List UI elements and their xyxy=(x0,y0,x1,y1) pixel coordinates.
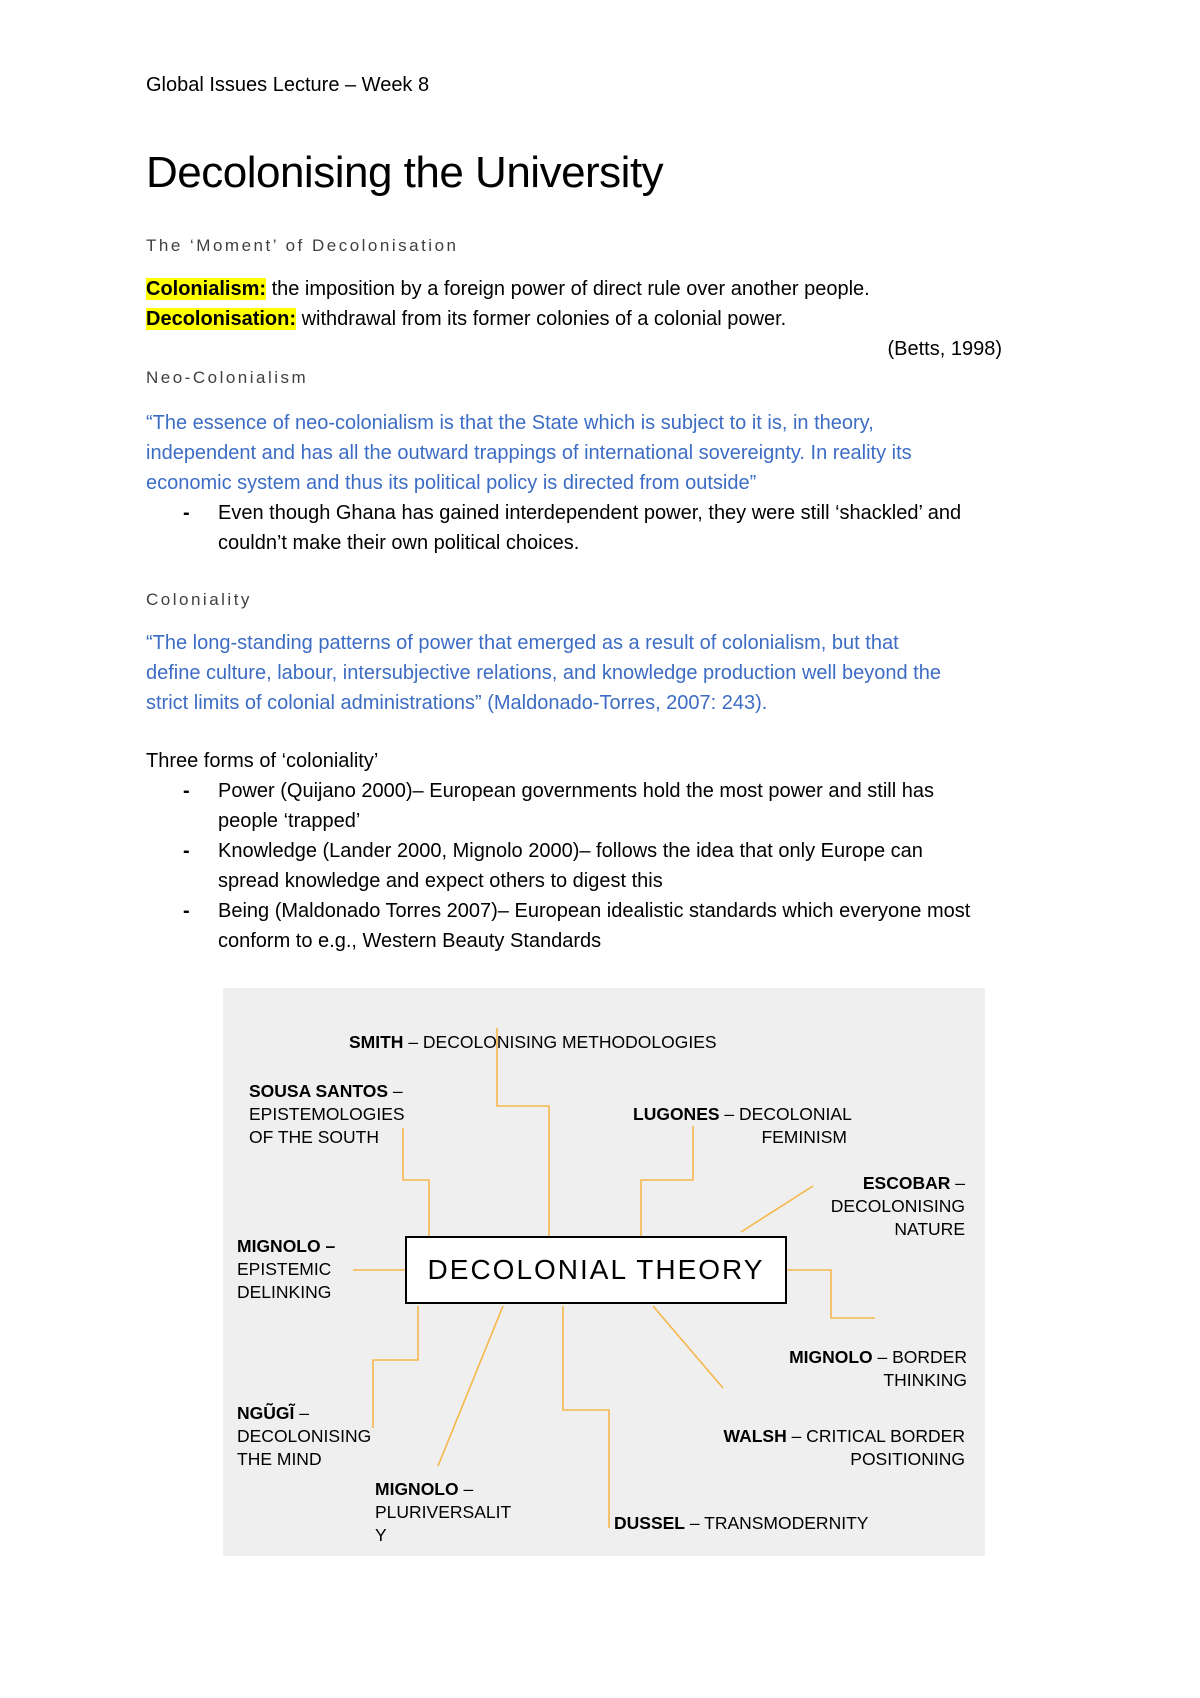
node-dussel xyxy=(614,1512,868,1535)
node-title: – TRANSMODERNITY xyxy=(684,1513,869,1533)
node-walsh xyxy=(724,1425,965,1471)
forms-intro: Three forms of ‘coloniality’ xyxy=(146,750,379,772)
bullet-text: conform to e.g., Western Beauty Standards xyxy=(218,930,602,952)
center-box-decolonial-theory: DECOLONIAL THEORY xyxy=(405,1236,787,1304)
term-decolonisation: Decolonisation: xyxy=(146,308,297,330)
node-author: SOUSA SANTOS xyxy=(249,1081,389,1101)
connector-mignolo-pl xyxy=(438,1306,503,1466)
node-title: – xyxy=(458,1479,474,1499)
node-title: – CRITICAL BORDER xyxy=(786,1426,965,1446)
node-title: EPISTEMIC xyxy=(237,1259,332,1279)
decolonial-theory-diagram xyxy=(223,988,985,1556)
node-title: THINKING xyxy=(883,1370,967,1390)
definition-decolonisation xyxy=(146,304,786,334)
node-author: SMITH xyxy=(349,1032,404,1052)
quote-line: “The essence of neo-colonialism is that the State which is subject to it is, in theory, xyxy=(146,412,874,434)
connector-sousa xyxy=(403,1128,429,1236)
quote-line: independent and has all the outward trappings of international sovereignty. In reality its xyxy=(146,442,912,464)
node-title: NATURE xyxy=(894,1219,965,1239)
node-mignolo-epistemic xyxy=(237,1235,335,1304)
node-title: DELINKING xyxy=(237,1282,332,1302)
bullet-text: couldn’t make their own political choices. xyxy=(218,532,580,554)
node-title: THE MIND xyxy=(237,1449,322,1469)
node-author: LUGONES xyxy=(633,1104,720,1124)
bullet-text: Knowledge (Lander 2000, Mignolo 2000)– follows the idea that only Europe can xyxy=(218,840,923,862)
node-title: – DECOLONISING METHODOLOGIES xyxy=(403,1032,717,1052)
node-ngugi xyxy=(237,1402,371,1471)
header-line: Global Issues Lecture – Week 8 xyxy=(146,74,430,96)
node-title: DECOLONISING xyxy=(237,1426,372,1446)
node-title: – xyxy=(950,1173,965,1193)
bullet-text: Power (Quijano 2000)– European governments hold the most power and still has xyxy=(218,780,934,802)
node-author: DUSSEL xyxy=(614,1513,685,1533)
term-colonialism: Colonialism: xyxy=(146,278,267,300)
connector-ngugi xyxy=(373,1306,418,1428)
node-title: – DECOLONIAL xyxy=(719,1104,852,1124)
section-heading-coloniality: Coloniality xyxy=(146,590,252,609)
bullet-text: spread knowledge and expect others to digest this xyxy=(218,870,663,892)
definition-text: the imposition by a foreign power of direct rule over another people. xyxy=(266,278,870,300)
node-title: – BORDER xyxy=(872,1347,967,1367)
bullet-dash: - xyxy=(183,840,190,862)
node-title: – xyxy=(388,1081,403,1101)
node-author: NGŨGĨ xyxy=(237,1403,295,1423)
connector-walsh xyxy=(653,1306,723,1388)
node-author: MIGNOLO xyxy=(789,1347,873,1367)
node-smith xyxy=(349,1031,717,1054)
bullet-dash: - xyxy=(183,502,190,524)
node-title: FEMINISM xyxy=(761,1127,847,1147)
definition-text: withdrawal from its former colonies of a colonial power. xyxy=(296,308,787,330)
bullet-text: people ‘trapped’ xyxy=(218,810,361,832)
definition-colonialism xyxy=(146,274,870,304)
quote-line: strict limits of colonial administrations” (Maldonado-Torres, 2007: 243). xyxy=(146,692,768,714)
node-title: Y xyxy=(375,1525,387,1545)
node-escobar xyxy=(831,1172,965,1241)
citation-betts: (Betts, 1998) xyxy=(887,338,1002,360)
node-author: ESCOBAR xyxy=(862,1173,951,1193)
connector-escobar xyxy=(741,1186,813,1232)
node-lugones xyxy=(633,1103,895,1149)
node-author: WALSH xyxy=(723,1426,787,1446)
bullet-text: Being (Maldonado Torres 2007)– European idealistic standards which everyone most xyxy=(218,900,971,922)
section-heading-moment: The ‘Moment’ of Decolonisation xyxy=(146,236,459,255)
node-title: DECOLONISING xyxy=(830,1196,965,1216)
bullet-text: Even though Ghana has gained interdependent power, they were still ‘shackled’ and xyxy=(218,502,962,524)
node-title: OF THE SOUTH xyxy=(249,1127,379,1147)
bullet-dash: - xyxy=(183,900,190,922)
quote-line: “The long-standing patterns of power that emerged as a result of colonialism, but that xyxy=(146,632,899,654)
node-author: MIGNOLO xyxy=(375,1479,459,1499)
page-title: Decolonising the University xyxy=(146,148,664,197)
node-mignolo-pluriversality xyxy=(375,1478,511,1547)
section-heading-neo-colonialism: Neo-Colonialism xyxy=(146,368,309,387)
connector-smith xyxy=(497,1028,549,1236)
node-title: PLURIVERSALIT xyxy=(375,1502,512,1522)
node-title: POSITIONING xyxy=(850,1449,965,1469)
bullet-dash: - xyxy=(183,780,190,802)
node-title: – xyxy=(294,1403,309,1423)
node-sousa-santos xyxy=(249,1080,405,1149)
node-author: MIGNOLO – xyxy=(237,1236,336,1256)
quote-line: define culture, labour, intersubjective relations, and knowledge production well beyond the xyxy=(146,662,941,684)
node-title: EPISTEMOLOGIES xyxy=(249,1104,405,1124)
node-mignolo-border xyxy=(789,1346,967,1392)
connector-dussel xyxy=(563,1306,609,1528)
quote-line: economic system and thus its political policy is directed from outside” xyxy=(146,472,757,494)
connector-mignolo-bt xyxy=(787,1270,875,1318)
